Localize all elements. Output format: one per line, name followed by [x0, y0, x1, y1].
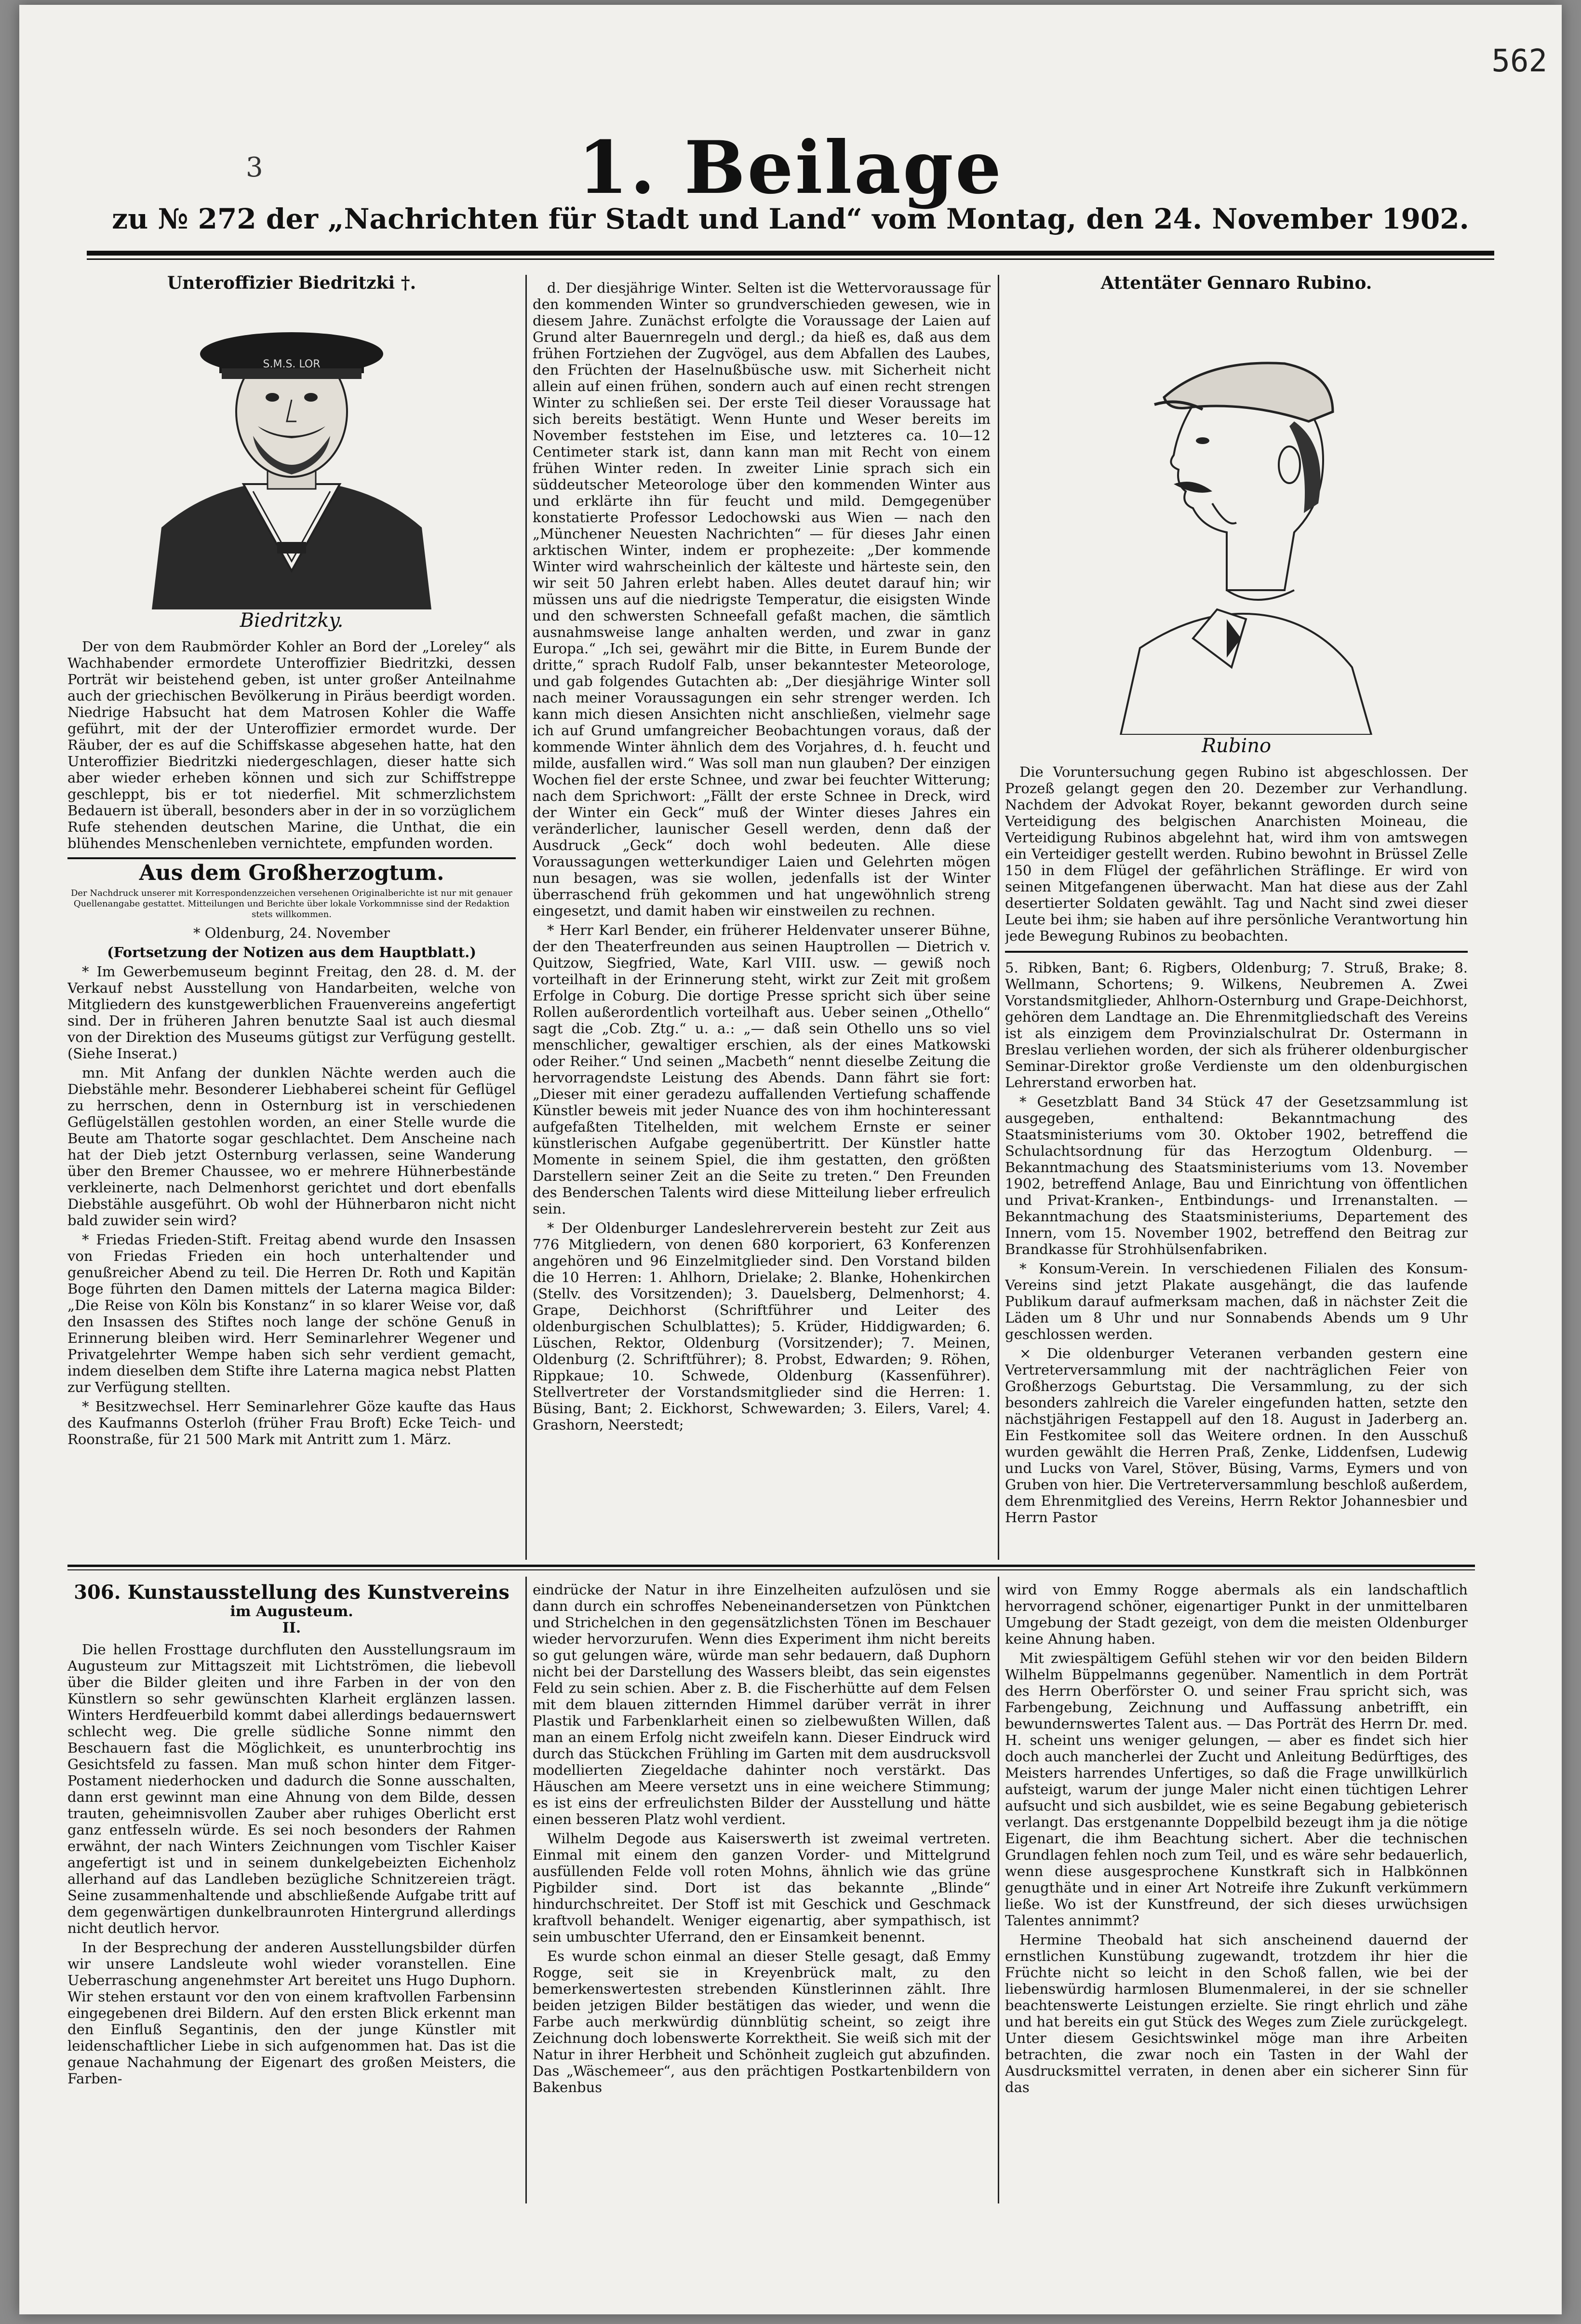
feuilleton-rule — [67, 1565, 1475, 1567]
masthead-subtitle: zu № 272 der „Nachrichten für Stadt und Land“ vom Montag, den 24. November 1902. — [112, 203, 1469, 235]
column-divider — [998, 275, 999, 1560]
feuilleton-para: eindrücke der Natur in ihre Einzelheiten aufzulösen und sie dann durch ein schroffes Nebeneinandersetzen von Pünktchen und Strichelchen in den gegensätzlichsten Tönen im Beschauer wieder hervorzurufen. Wenn dies Experiment ihm nicht bereits so gut gelungen wäre, würde man sehr bedauern, daß Duphorn nicht bei der Darstellung des Wassers bleibt, das sein eigenstes Feld zu sein schien. Aber z. B. die Fischerhütte auf dem Felsen mit dem blauen zitternden Himmel darüber verrät in ihrer Plastik und Farbenklarheit einen so zielbewußten Willen, daß man an einem Erfolg nicht zweifeln kann. Dieser Eindruck wird durch das Stückchen Frühling im Garten mit dem ausdrucksvoll modellierten Ziegeldache dahinter noch verstärkt. Das Häuschen am Meere versetzt uns in eine weichere Stimmung; es ist eins der erfreulichsten Bilder der Ausstellung und hätte einen besseren Platz wohl verdient. — [533, 1581, 991, 1827]
dateline-oldenburg: * Oldenburg, 24. November — [193, 925, 390, 941]
feuilleton-column-2 — [533, 1581, 991, 2203]
column-divider — [525, 275, 527, 1560]
article-konsum-verein: * Konsum-Verein. In verschiedenen Filialen des Konsum-Vereins sind jetzt Plakate ausgehängt, die das laufende Publikum darauf aufmerksam machen, daß in nächster Zeit die Läden um 8 Uhr und nur Sonnabends Abends um 9 Uhr geschlossen werden. — [1005, 1260, 1468, 1342]
portrait-title-biedritzki: Unteroffizier Biedritzki †. — [167, 275, 416, 293]
feuilleton-title: 306. Kunstausstellung des Kunstvereins — [74, 1581, 509, 1604]
article-veteranen: × Die oldenburger Veteranen verbanden gestern eine Vertreterversammlung mit der nachträglichen Feier von Großherzogs Geburtstag. Die Versammlung, zu der sich besonders zahlreich die Vareler eingefunden hatten, setzte den nächstjährigen Festappell auf den 18. August in Jaderberg an. Ein Festkomitee soll das Weitere ordnen. In den Ausschuß wurden gewählt die Herren Praß, Zenke, Liddenfsen, Ludewig und Lucks von Varel, Stöver, Büsing, Varms, Eymers und von Gruben von hier. Die Vertreterversammlung beschloß außerdem, dem Ehrenmitglied des Vereins, Herrn Rektor Johannesbier und Herrn Pastor — [1005, 1345, 1468, 1526]
article-gesetzblatt: * Gesetzblatt Band 34 Stück 47 der Gesetzsammlung ist ausgegeben, enthaltend: Bekanntmachung des Staatsministeriums vom 30. Oktober 1902, betreffend die Schulachtsordnung für das Herzogtum Oldenburg. — Bekanntmachung des Staatsministeriums vom 13. November 1902, betreffend Anlage, Bau und Einrichtung von öffentlichen und Privat-Kranken-, Entbindungs- und Irrenanstalten. — Bekanntmachung des Staatsministeriums, Departement des Innern, vom 15. November 1902, betreffend den Beitrag zur Brandkasse für Strohhülsenfabriken. — [1005, 1094, 1468, 1257]
article-besitzwechsel: * Besitzwechsel. Herr Seminarlehrer Göze kaufte das Haus des Kaufmanns Osterloh (früher Frau Broft) Ecke Teich- und Roonstraße, für 21 500 Mark mit Antritt zum 1. März. — [67, 1398, 516, 1447]
feuilleton-column-3 — [1005, 1581, 1468, 2203]
article-winter: d. Der diesjährige Winter. Selten ist die Wettervoraussage für den kommenden Winter so grundverschieden gewesen, wie in diesem Jahre. Zunächst erfolgte die Voraussage der Laien auf Grund alter Bauernregeln und dergl.; da hieß es, daß aus dem frühen Fortziehen der Zugvögel, aus dem Abfallen des Laubes, den Früchten der Haselnußbüsche usw. mit Sicherheit nicht allein auf einen frühen, sondern auch auf einen recht strengen Winter zu schließen sei. Der erste Teil dieser Voraussage hat sich bereits bestätigt. Wenn Hunte und Weser bereits im November feststehen im Eise, und letzteres ca. 10—12 Centimeter stark ist, dann kann man mit Recht von einem frühen Winter reden. In zweiter Linie sprach sich ein süddeutscher Meteorologe über den kommenden Winter aus und erklärte ihn für feucht und mild. Demgegenüber konstatierte Professor Ledochowski aus Wien — nach den „Münchener Neuesten Nachrichten“ — für dieses Jahr einen arktischen Winter, indem er prophezeite: „Der kommende Winter wird wahrscheinlich der kälteste und härteste sein, den wir seit 50 Jahren erlebt haben. Alles deutet darauf hin; wir müssen uns auf die niedrigste Temperatur, die eisigsten Winde und den schwersten Schneefall gefaßt machen, die sämtlich ausnahmsweise lange anhalten werden, und zwar in ganz Europa.“ „Ich sei, gewährt mir die Bitte, in Eurem Bunde der dritte,“ sprach Rudolf Falb, unser bekanntester Meteorologe, und gab folgendes Gutachten ab: „Der diesjährige Winter soll nach meiner Voraussagungen ein sehr strenger werden. Ich kann mich diesen Ansichten nicht anschließen, vielmehr sage ich auf Grund umfangreicher Beobachtungen voraus, daß der kommende Winter ähnlich dem des Vorjahres, d. h. feucht und milde, ausfallen wird.“ Was soll man nun glauben? Der einzigen Wochen fiel der erste Schnee, und zwar bei feuchter Witterung; nach dem Sprichwort: „Fällt der erste Schnee in Dreck, wird der Winter ein Geck“ muß der Winter dieses Jahres ein veränderlicher, launischer Gesell werden, denn daß der Ausdruck „Geck“ doch wohl bedeuten. Alle diese Voraussagungen wetterkundiger Laien und Gelehrten mögen nun besagen, was sie wollen, jedenfalls ist der Winter überraschend früh gekommen und hat ungewöhnlich streng eingesetzt, und damit haben wir einstweilen zu rechnen. — [533, 280, 991, 919]
rubino-portrait-image — [1082, 301, 1391, 735]
reprint-notice: Der Nachdruck unserer mit Korrespondenzzeichen versehenen Originalberichte ist nur mit genauer Quellenangabe gestattet. Mitteilungen und Berichte über lokale Vorkommnisse sind der Redaktion stets willkommen. — [70, 888, 513, 919]
portrait-caption-rubino: Rubino — [1201, 735, 1272, 757]
article-dunkle-naechte: mn. Mit Anfang der dunklen Nächte werden auch die Diebstähle mehr. Besonderer Liebhaberei scheint für Geflügel zu herrschen, denn in Osternburg ist in verschiedenen Geflügelställen gestohlen worden, an einer Stelle wurde die Beute am Thatorte sogar geschlachtet. Dem Anscheine nach hat der Dieb jetzt Osternburg verlassen, seine Wanderung über den Bremer Chaussee, wo er mehrere Hühnerbestände verkleinerte, nach Delmenhorst gerichtet und dort ebenfalls Diebstähle ausgeführt. Ob wohl der Hühnerbaron nicht nicht bald zuwider sein wird? — [67, 1065, 516, 1229]
article-friedas-frieden-stift: * Friedas Frieden-Stift. Freitag abend wurde den Insassen von Friedas Frieden ein hoch unterhaltender und genußreicher Abend zu teil. Die Herren Dr. Roth und Kapitän Boge führten den Damen mittels der Laterna magica Bilder: „Die Reise von Köln bis Konstanz“ in so klarer Weise vor, daß den Insassen des Stiftes noch lange der schöne Genuß in Erinnerung bleiben wird. Herr Seminarlehrer Wegener und Privatgelehrter Wempe haben sich sehr verdient gemacht, indem dieselben dem Stifte ihre Laterna magica nebst Platten zur Verfügung stellten. — [67, 1231, 516, 1395]
article-gewerbemuseum: * Im Gewerbemuseum beginnt Freitag, den 28. d. M. der Verkauf nebst Ausstellung von Handarbeiten, welche von Mitgliedern des kunstgewerblichen Frauenvereins angefertigt sind. Der in früheren Jahren benutzte Saal ist auch diesmal von der Direktion des Museums gütigst zur Verfügung gestellt. (Siehe Inserat.) — [67, 963, 516, 1062]
feuilleton-part: II. — [282, 1620, 301, 1636]
section-rule — [67, 857, 516, 859]
article-karl-bender: * Herr Karl Bender, ein früherer Heldenvater unserer Bühne, der den Theaterfreunden aus seinen Hauptrollen — Dietrich v. Quitzow, Siegfried, Wate, Karl VIII. usw. — gewiß noch vorteilhaft in der Erinnerung steht, wirkt zur Zeit mit großem Erfolge in Coburg. Die dortige Presse spricht sich über seine Rollen außerordentlich vorteilhaft aus. Ueber seinen „Othello“ sagt die „Cob. Ztg.“ u. a.: „— daß sein Othello uns so viel menschlicher, gewaltiger erschien, als der eines Matkowski oder Reiher.“ Und seinen „Macbeth“ nennt dieselbe Zeitung die hervorragendste Leistung des Abends. Dann fährt sie fort: „Dieser mit einer geradezu auffallenden Vertiefung schaffende Künstler beweis mit jeder Nuance des von ihm hochinteressant aufgefaßten Titelhelden, mit welchem Ernste er seiner künstlerischen Aufgabe gegenübertritt. Der Künstler hatte Momente in seinem Spiel, die ihm gestatten, den größten Darstellern seiner Zeit an die Seite zu treten.“ Den Freunden des Benderschen Talents wird diese Mitteilung lieber erfreulich sein. — [533, 922, 991, 1217]
masthead-rule-thin — [87, 258, 1494, 260]
feuilleton-para: Mit zwiespältigem Gefühl stehen wir vor den beiden Bildern Wilhelm Büppelmanns gegenüber. Namentlich in dem Porträt des Herrn Oberförster O. und seiner Frau spricht sich, was Farbengebung, Zeichnung und Auffassung anbetrifft, ein bewundernswertes Talent aus. — Das Porträt des Herrn Dr. med. H. scheint uns weniger gelungen, — aber es findet sich hier doch auch mancherlei der Zucht und Anleitung Bedürftiges, des Meisters harrendes Unfertiges, so daß die Frage unwillkürlich aufsteigt, warum der junge Maler nicht einen tüchtigen Lehrer aufsucht und sich ausbildet, wie es seine Begabung gebieterisch verlangt. Das erstgenannte Doppelbild bezeugt ihm ja die nötige Eigenart, die ihm Beachtung sichert. Aber die technischen Grundlagen fehlen noch zum Teil, und es wäre sehr bedauerlich, wenn diese ausgesprochene Kunstkraft sich in Halbkönnen genugthäte und in einer Art Notreife ihre Zukunft verkümmern ließe. Wo ist der Kunstfreund, der sich dieses urwüchsigen Talentes annimmt? — [1005, 1650, 1468, 1929]
sailor-portrait-image — [133, 301, 451, 609]
article-landeslehrerverein: * Der Oldenburger Landeslehrerverein besteht zur Zeit aus 776 Mitgliedern, von denen 680 korporiert, 63 Konferenzen angehören und 96 Einzelmitglieder sind. Den Vorstand bilden die 10 Herren: 1. Ahlhorn, Drielake; 2. Blanke, Hohenkirchen (Stellv. des Vorsitzenden); 3. Dauelsberg, Delmenhorst; 4. Grape, Deichhorst (Schriftführer und Leiter des oldenburgischen Schulblattes); 5. Krüder, Hiddigwarden; 6. Lüschen, Rektor, Oldenburg (Vorsitzender); 7. Meinen, Oldenburg (2. Schriftführer); 8. Probst, Edwarden; 9. Röhen, Rippkaue; 10. Schwede, Oldenburg (Kassenführer). Stellvertreter der Vorstandsmitglieder sind die Herren: 1. Büsing, Bant; 2. Eickhorst, Schwewarden; 3. Eilers, Varel; 4. Grashorn, Neerstedt; — [533, 1220, 991, 1433]
corner-mark: 3 — [246, 152, 263, 183]
portrait-caption-biedritzky: Biedritzky. — [240, 609, 344, 632]
feuilleton-para: Es wurde schon einmal an dieser Stelle gesagt, daß Emmy Rogge, seit sie in Kreyenbrück malt, zu den bemerkenswertesten strebenden Künstlerinnen zählt. Ihre beiden jetzigen Bilder bestätigen das wieder, und wenn die Farbe auch merkwürdig dünnblütig scheint, so zeigt ihre Zeichnung doch lobenswerte Korrektheit. Sie weiß sich mit der Natur in ihrer Herbheit und Schönheit zugleich gut abzufinden. Das „Wäschemeer“, aus den prächtigen Postkartenbildern von Bakenbus — [533, 1948, 991, 2095]
column-2 — [533, 280, 991, 1560]
column-3 — [1005, 275, 1468, 1560]
column-divider — [998, 1577, 999, 2203]
column-1 — [67, 275, 516, 1560]
feuilleton-para: Die hellen Frosttage durchfluten den Ausstellungsraum im Augusteum zur Mittagszeit mit Lichtströmen, die liebevoll über die Bilder gleiten und ihre Farben in der von den Künstlern so sehr gewünschten Klarheit erglänzen lassen. Winters Herdfeuerbild kommt dabei allerdings bedauernswert schlecht weg. Die grelle südliche Sonne nimmt den Beschauern fast die Möglichkeit, es ununterbrochtig ins Gesichtsfeld zu fassen. Man muß schon hinter dem Fitger-Postament niederhocken und dadurch die Sonne ausschalten, dann erst gewinnt man eine Ahnung von dem Bilde, dessen trauten, geheimnisvollen Zauber aber ruhiges Oberlicht erst ganz entfesseln würde. Es sei noch besonders der Rahmen erwähnt, der nach Winters Zeichnungen vom Tischler Kaiser angefertigt ist und in seinem dunkelgebeizten Eichenholz allerhand auf das Landleben bezügliche Schnitzereien trägt. Seine zusammenhaltende und abschließende Aufgabe tritt auf dem gegenwärtigen dunkelbraunroten Hintergrund allerdings nicht deutlich hervor. — [67, 1641, 516, 1936]
feuilleton-para: In der Besprechung der anderen Ausstellungsbilder dürfen wir unsere Landsleute wohl wieder voranstellen. Eine Ueberraschung angenehmster Art bereitet uns Hugo Duphorn. Wir stehen erstaunt vor den von einem kraftvollen Farbensinn eingegebenen drei Bildern. Auf den ersten Blick erkennt man den Einfluß Segantinis, den der junge Künstler mit leidenschaftlicher Liebe in sich aufgenommen hat. Das ist die genaue Nachahmung der Eigenart des großen Meisters, die Farben- — [67, 1939, 516, 2087]
newspaper-page — [19, 5, 1562, 2314]
masthead-rule-thick — [87, 251, 1494, 256]
section-rule — [1005, 951, 1468, 953]
masthead-title: 1. Beilage — [577, 125, 1004, 210]
svg-text:S.M.S. LOR: S.M.S. LOR — [263, 358, 321, 370]
feuilleton-para: Wilhelm Degode aus Kaiserswerth ist zweimal vertreten. Einmal mit einem den ganzen Vorder- und Mittelgrund ausfüllenden Felde voll roten Mohns, ähnlich wie das grüne Pigbilder sind. Dort ist das bekannte „Blinde“ hindurchschreitet. Der Stoff ist mit Geschick und Geschmack kraftvoll behandelt. Weniger eigenartig, aber sympathisch, ist sein umbuschter Uferrand, den er Einsamkeit benennt. — [533, 1830, 991, 1945]
feuilleton-column-1 — [67, 1581, 516, 2203]
feuilleton-subtitle: im Augusteum. — [230, 1603, 353, 1620]
column-divider — [525, 1577, 527, 2203]
section-title-grossherzogtum: Aus dem Großherzogtum. — [139, 861, 444, 885]
feuilleton-para: Hermine Theobald hat sich anscheinend dauernd der ernstlichen Kunstübung zugewandt, trotzdem ihr hier die Früchte nicht so leicht in den Schoß fallen, wie bei der liebenswürdig harmlosen Blumenmalerei, in der sie schneller beachtenswerte Leistungen erzielte. Sie ringt ehrlich und zähe und hat bereits ein gut Stück des Weges zum Ziele zurückgelegt. Unter diesem Gesichtswinkel möge man ihre Arbeiten betrachten, die zwar noch ein Tasten in der Wahl der Ausdrucksmittel verraten, in denen aber ein sicherer Sinn für das — [1005, 1932, 1468, 2095]
page-number: 562 — [1491, 43, 1547, 79]
article-rubino: Die Voruntersuchung gegen Rubino ist abgeschlossen. Der Prozeß gelangt gegen den 20. Dezember zur Verhandlung. Nachdem der Advokat Royer, bekannt geworden durch seine Verteidigung des belgischen Anarchisten Moineau, die Verteidigung Rubinos abgelehnt hat, wird ihm von amtswegen ein Verteidiger gestellt werden. Rubino bewohnt in Brüssel Zelle 150 in dem Flügel der gefährlichen Sträflinge. Er wird von seinen Mitgefangenen überwacht. Man hat diese aus der Zahl desertierter Soldaten gewählt. Tag und Nacht sind zwei dieser Leute bei ihm; sie haben auf ihre persönliche Verantwortung hin jede Bewegung Rubinos zu beobachten. — [1005, 764, 1468, 944]
article-biedritzki: Der von dem Raubmörder Kohler an Bord der „Loreley“ als Wachhabender ermordete Unteroffizier Biedritzki, dessen Porträt wir beistehend geben, ist unter großer Anteilnahme auch der griechischen Bevölkerung in Piräus beerdigt worden. Niedrige Habsucht hat dem Matrosen Kohler die Waffe geführt, mit der der Unteroffizier ermordet wurde. Der Räuber, der es auf die Schiffskasse abgesehen hatte, hat den Unteroffizier Biedritzki niedergeschlagen, dieser hatte sich aber wieder erheben können und sich zur Schiffstreppe geschleppt, bis er tot niederfiel. Mit schmerzlichstem Bedauern ist überall, besonders aber in der in so vorzüglichem Rufe stehenden deutschen Marine, die Unthat, die ein blühendes Menschenleben vernichtete, empfunden worden. — [67, 638, 516, 851]
feuilleton-para: wird von Emmy Rogge abermals als ein landschaftlich hervorragend schöner, eigenartiger Punkt in der unmittelbaren Umgebung der Stadt gezeigt, von dem die meisten Oldenburger keine Ahnung haben. — [1005, 1581, 1468, 1647]
feuilleton-rule-thin — [67, 1569, 1475, 1570]
portrait-title-rubino: Attentäter Gennaro Rubino. — [1100, 275, 1372, 293]
article-lehrerverein-cont: 5. Ribken, Bant; 6. Rigbers, Oldenburg; 7. Struß, Brake; 8. Wellmann, Schortens; 9. Wilkens, Neubremen A. Zwei Vorstandsmitglieder, Ahlhorn-Osternburg und Grape-Deichhorst, gehören dem Landtage an. Die Ehrenmitgliedschaft des Vereins ist als einzigem dem Provinzialschulrat Dr. Ostermann in Breslau verliehen worden, der sich als früherer oldenburgischer Seminar-Direktor große Verdienste um den oldenburgischen Lehrerstand erworben hat. — [1005, 959, 1468, 1091]
continued-note: (Fortsetzung der Notizen aus dem Hauptblatt.) — [107, 944, 476, 960]
